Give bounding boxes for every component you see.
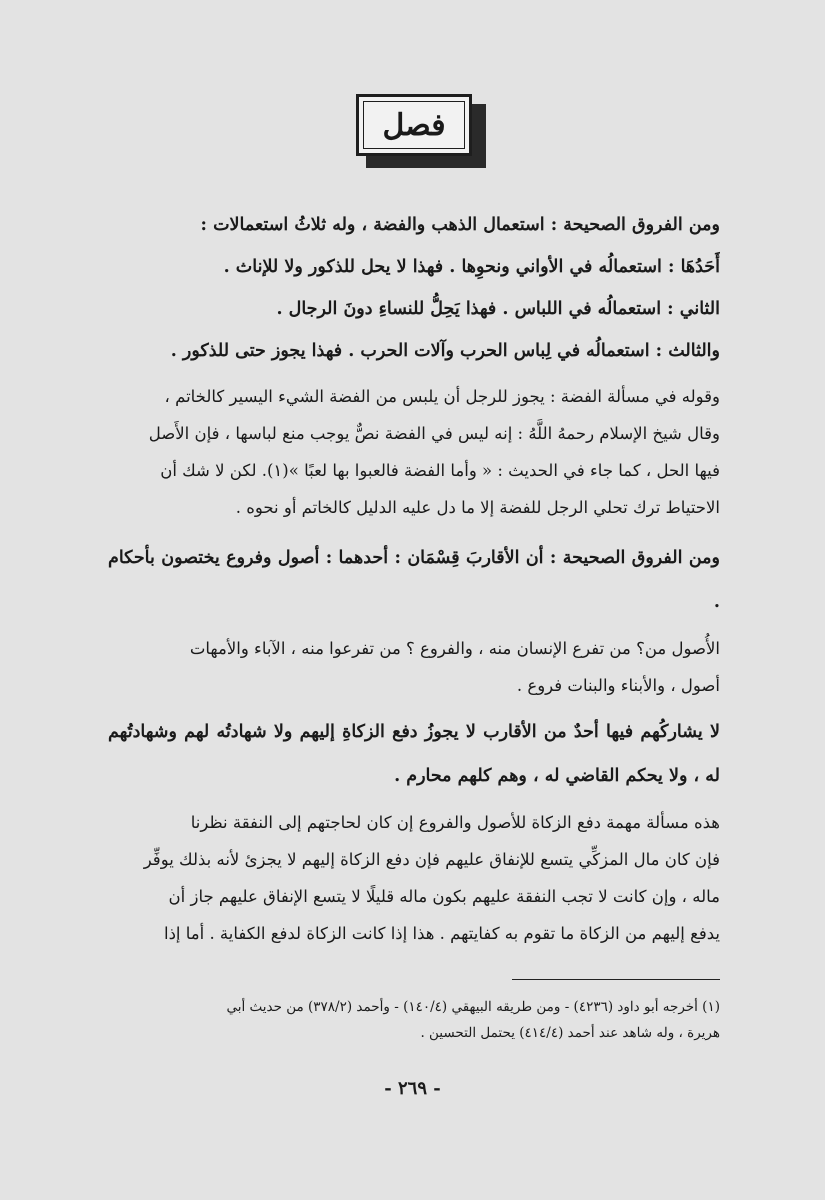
bold-line-first: أَحَدُهَا : استعمالُه في الأواني ونحوِها . فهذا لا يحل للذكور ولا للإناث . bbox=[223, 257, 720, 277]
bold-paragraph-zakat: لا يشاركُهم فيها أحدٌ من الأقارب لا يجوزُ دفع الزكاةِ إليهم ولا شهادتُه لهم وشهادتُهم له ، ولا يحكم القاضي له ، وهم كلهم محارم . bbox=[108, 722, 720, 786]
commentary-line: فإن كان مال المزكِّي يتسع للإنفاق عليهم فإن دفع الزكاة إليهم لا يجزئ لأنه بذلك يوفِّر bbox=[143, 850, 720, 869]
commentary-line: وقوله في مسألة الفضة : يجوز للرجل أن يلبس من الفضة الشيء اليسير كالخاتم ، bbox=[164, 387, 720, 406]
commentary-line: فيها الحل ، كما جاء في الحديث : « وأما الفضة فالعبوا بها لعبًا »(١). لكن لا شك أن bbox=[160, 461, 720, 480]
commentary-line: يدفع إليهم من الزكاة ما تقوم به كفايتهم . هذا إذا كانت الزكاة لدفع الكفاية . أما إذا bbox=[163, 924, 720, 943]
commentary-line: ماله ، وإن كانت لا تجب النفقة عليهم بكون ماله قليلًا لا يتسع الإنفاق عليهم جاز أن bbox=[168, 887, 720, 906]
commentary-line: أصول ، والأبناء والبنات فروع . bbox=[516, 676, 720, 695]
footnote-line: (١) أخرجه أبو داود (٤٢٣٦) - ومن طريقه البيهقي (١٤٠/٤) - وأحمد (٣٧٨/٢) من حديث أبي bbox=[226, 999, 720, 1015]
section-title: فصل bbox=[382, 107, 446, 143]
footnotes bbox=[108, 994, 720, 1046]
commentary-line: الاحتياط ترك تحلي الرجل للفضة إلا ما دل عليه الدليل كالخاتم أو نحوه . bbox=[235, 498, 720, 517]
commentary-line: الأُصول من؟ من تفرع الإنسان منه ، والفروع ؟ من تفرعوا منه ، الآباء والأمهات bbox=[189, 639, 720, 658]
section-title-box bbox=[356, 94, 472, 156]
bold-paragraph-relatives: ومن الفروق الصحيحة : أن الأقاربَ قِسْمَان : أحدهما : أصول وفروع يختصون بأحكام . bbox=[108, 548, 720, 612]
main-text bbox=[108, 204, 720, 952]
page-number: - ٢٦٩ - bbox=[384, 1078, 441, 1099]
bold-line-intro: ومن الفروق الصحيحة : استعمال الذهب والفضة ، وله ثلاثُ استعمالات : bbox=[200, 215, 720, 235]
bold-line-third: والثالث : استعمالُه في لِباس الحرب وآلات الحرب . فهذا يجوز حتى للذكور . bbox=[170, 341, 720, 361]
footnote-divider bbox=[512, 979, 720, 980]
bold-line-second: الثاني : استعمالُه في اللباس . فهذا يَحِلُّ للنساءِ دونَ الرجال . bbox=[276, 299, 720, 319]
commentary-line: هذه مسألة مهمة دفع الزكاة للأصول والفروع إن كان لحاجتهم إلى النفقة نظرنا bbox=[190, 813, 720, 832]
footnote-line: هريرة ، وله شاهد عند أحمد (٤١٤/٤) يحتمل التحسين . bbox=[420, 1025, 720, 1041]
commentary-line: وقال شيخ الإسلام رحمهُ اللَّهُ : إنه ليس في الفضة نصٌّ يوجب منع لباسها ، فإن الأَصل bbox=[148, 424, 720, 443]
